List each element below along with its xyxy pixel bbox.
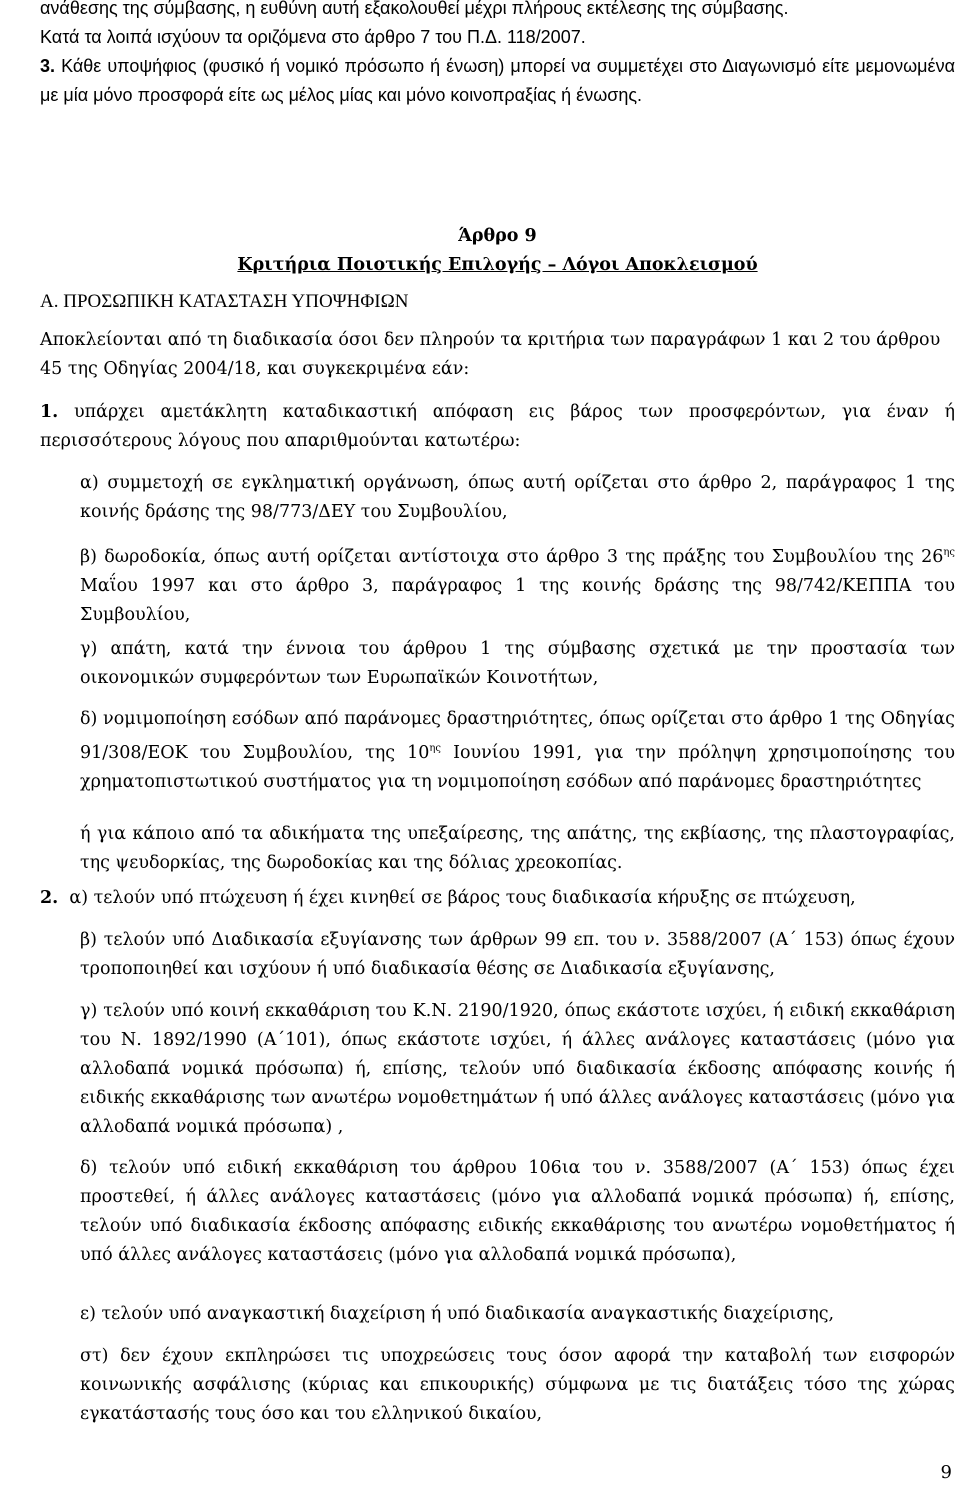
item-1a: α) συμμετοχή σε εγκληματική οργάνωση, όπως αυτή ορίζεται στο άρθρο 2, παράγραφος 1 της κοινής δράσης της 98/773/ΔΕΥ του Συμβουλίου, — [80, 473, 955, 522]
article-subtitle: Κριτήρια Ποιοτικής Επιλογής – Λόγοι Αποκλεισμού — [237, 255, 758, 275]
item-2c: γ) τελούν υπό κοινή εκκαθάριση του Κ.Ν. 2190/1920, όπως εκάστοτε ισχύει, ή ειδική εκκαθάριση του Ν. 1892/1990 (Α΄101), όπως εκάστοτε ισχύει, ή άλλες ανάλογες καταστάσεις (μόνο για αλλοδαπά νομικά πρόσωπα) ή, επίσης, τελούν υπό διαδικασία έκδοσης απόφασης κοινής ή ειδικής εκκαθάρισης των ανωτέρω νομοθετημάτων ή υπό άλλες ανάλογες καταστάσεις (μόνο για αλλοδαπά νομικά πρόσωπα) , — [80, 1001, 955, 1137]
item-1d-extra: ή για κάποιο από τα αδικήματα της υπεξαίρεσης, της απάτης, της εκβίασης, της πλαστογραφίας, της ψευδορκίας, της δωροδοκίας και της δόλιας χρεοκοπίας. — [80, 824, 955, 873]
section-a-heading: Α. ΠΡΟΣΩΠΙΚΗ ΚΑΤΑΣΤΑΣΗ ΥΠΟΨΗΦΙΩΝ — [40, 291, 409, 312]
paragraph-3-text: Κάθε υποψήφιος (φυσικό ή νομικό πρόσωπο ή ένωση) μπορεί να συμμετέχει στο Διαγωνισμό είτε μεμονωμένα με μία μόνο προσφορά είτε ως μέλος μίας και μόνο κοινοπραξίας ή ένωσης. — [40, 56, 955, 105]
item-2b: β) τελούν υπό Διαδικασία εξυγίανσης των άρθρων 99 επ. του ν. 3588/2007 (Α΄ 153) όπως έχουν τροποποιηθεί και ισχύουν ή υπό διαδικασία θέσης σε Διαδικασία εξυγίανσης, — [80, 930, 955, 979]
page-number: 9 — [940, 1462, 952, 1483]
paragraph-3-number: 3. — [40, 56, 56, 76]
intro-line-2: Κατά τα λοιπά ισχύουν τα οριζόμενα στο άρθρο 7 του Π.Δ. 118/2007. — [40, 27, 586, 47]
paragraph-1-text: υπάρχει αμετάκλητη καταδικαστική απόφαση εις βάρος των προσφερόντων, για έναν ή περισσότερους λόγους που απαριθμούνται κατωτέρω: — [40, 402, 955, 451]
article-lead: Αποκλείονται από τη διαδικασία όσοι δεν πληρούν τα κριτήρια των παραγράφων 1 και 2 του άρθρου 45 της Οδηγίας 2004/18, και συγκεκριμένα εάν: — [40, 330, 941, 379]
item-2d: δ) τελούν υπό ειδική εκκαθάριση του άρθρου 106ια του ν. 3588/2007 (Α΄ 153) όπως έχει προστεθεί, ή άλλες ανάλογες καταστάσεις (μόνο για αλλοδαπά νομικά πρόσωπα) ή, επίσης, τελούν υπό διαδικασία έκδοσης απόφασης ειδικής εκκαθάρισης του ανωτέρω νομοθετήματος ή υπό άλλες ανάλογες καταστάσεις (μόνο για αλλοδαπά νομικά πρόσωπα), — [80, 1158, 955, 1265]
item-2a: 2. α) τελούν υπό πτώχευση ή έχει κινηθεί σε βάρος τους διαδικασία κήρυξης σε πτώχευση, — [40, 888, 856, 908]
paragraph-3 — [40, 52, 955, 110]
paragraph-1-number: 1. — [40, 402, 59, 422]
item-2e: ε) τελούν υπό αναγκαστική διαχείριση ή υπό διαδικασία αναγκαστικής διαχείρισης, — [80, 1304, 835, 1324]
item-1c: γ) απάτη, κατά την έννοια του άρθρου 1 της σύμβασης σχετικά με την προστασία των οικονομικών συμφερόντων των Ευρωπαϊκών Κοινοτήτων, — [80, 639, 955, 688]
intro-line-1: ανάθεσης της σύμβασης, η ευθύνη αυτή εξακολουθεί μέχρι πλήρους εκτέλεσης της σύμβασης. — [40, 0, 789, 18]
paragraph-1 — [40, 398, 955, 456]
article-title: Άρθρο 9 — [458, 226, 537, 246]
item-1b: β) δωροδοκία, όπως αυτή ορίζεται αντίστοιχα στο άρθρο 3 της πράξης του Συμβουλίου της $26^{\eta\varsigma}$ Μαΐου 1997 και στο άρθρο 3, παράγραφος 1 της κοινής δράσης της 98/742/ΚΕΠΠΑ του Συμβουλίου, — [80, 546, 955, 625]
item-1d: δ) νομιμοποίηση εσόδων από παράνομες δραστηριότητες, όπως ορίζεται στο άρθρο 1 της Οδηγίας 91/308/ΕΟΚ του Συμβουλίου, της $10^{\eta\varsigma}$ Ιουνίου 1991, για την πρόληψη χρησιμοποίησης του χρηματοπιστωτικού συστήματος για τη νομιμοποίηση εσόδων από παράνομες δραστηριότητες — [80, 709, 955, 792]
paragraph-2-number: 2. — [40, 888, 59, 908]
item-2st: στ) δεν έχουν εκπληρώσει τις υποχρεώσεις τους όσον αφορά την καταβολή των εισφορών κοινωνικής ασφάλισης (κύριας και επικουρικής) σύμφωνα με τις διατάξεις τόσο της χώρας εγκατάστασής τους όσο και του ελληνικού δικαίου, — [80, 1346, 955, 1424]
